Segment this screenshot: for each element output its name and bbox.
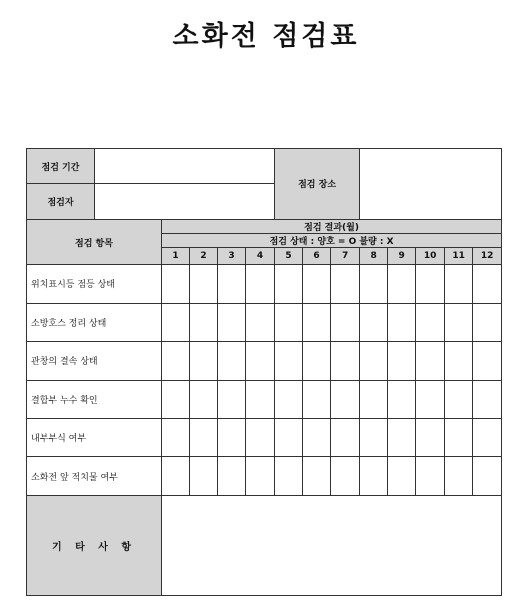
check-cell[interactable] [360, 457, 388, 495]
check-cell[interactable] [416, 342, 445, 380]
month-header: 3 [218, 248, 246, 265]
month-header: 2 [190, 248, 218, 265]
check-cell[interactable] [360, 265, 388, 303]
month-header: 9 [388, 248, 416, 265]
check-cell[interactable] [162, 457, 190, 495]
month-header: 7 [331, 248, 360, 265]
check-cell[interactable] [275, 418, 303, 456]
check-cell[interactable] [388, 265, 416, 303]
check-cell[interactable] [445, 303, 473, 341]
check-cell[interactable] [473, 265, 502, 303]
check-cell[interactable] [218, 265, 246, 303]
item-label: 관창의 결속 상태 [27, 342, 162, 380]
remarks-field[interactable] [162, 495, 502, 595]
check-cell[interactable] [360, 380, 388, 418]
table-row [27, 457, 502, 495]
inspector-label: 점검자 [27, 184, 95, 219]
check-cell[interactable] [190, 303, 218, 341]
check-cell[interactable] [416, 418, 445, 456]
status-legend: 점검 상태 : 양호 = O 불량 : X [162, 233, 502, 247]
month-header: 5 [275, 248, 303, 265]
check-cell[interactable] [331, 380, 360, 418]
check-cell[interactable] [218, 380, 246, 418]
check-cell[interactable] [331, 418, 360, 456]
check-cell[interactable] [331, 457, 360, 495]
check-cell[interactable] [331, 342, 360, 380]
place-field[interactable] [360, 149, 502, 220]
place-label: 점검 장소 [275, 149, 360, 220]
check-cell[interactable] [246, 265, 275, 303]
check-cell[interactable] [190, 265, 218, 303]
check-cell[interactable] [190, 418, 218, 456]
table-row [27, 342, 502, 380]
check-cell[interactable] [388, 303, 416, 341]
result-header: 점검 결과(월) [162, 219, 502, 233]
check-cell[interactable] [331, 265, 360, 303]
month-header: 10 [416, 248, 445, 265]
check-cell[interactable] [445, 342, 473, 380]
month-header: 4 [246, 248, 275, 265]
check-cell[interactable] [162, 380, 190, 418]
month-header: 8 [360, 248, 388, 265]
check-cell[interactable] [416, 380, 445, 418]
items-header: 점검 항목 [27, 219, 162, 265]
inspector-field[interactable] [95, 184, 275, 219]
check-cell[interactable] [162, 342, 190, 380]
item-label: 결합부 누수 확인 [27, 380, 162, 418]
check-cell[interactable] [218, 342, 246, 380]
check-cell[interactable] [360, 418, 388, 456]
table-row [27, 418, 502, 456]
check-cell[interactable] [303, 265, 331, 303]
check-cell[interactable] [416, 457, 445, 495]
check-cell[interactable] [190, 342, 218, 380]
check-cell[interactable] [218, 457, 246, 495]
check-cell[interactable] [303, 380, 331, 418]
check-cell[interactable] [275, 265, 303, 303]
document-title: 소화전 점검표 [172, 21, 360, 52]
check-cell[interactable] [445, 457, 473, 495]
check-cell[interactable] [303, 457, 331, 495]
check-cell[interactable] [303, 418, 331, 456]
check-cell[interactable] [445, 265, 473, 303]
check-cell[interactable] [388, 342, 416, 380]
check-cell[interactable] [218, 303, 246, 341]
check-cell[interactable] [388, 380, 416, 418]
check-cell[interactable] [473, 342, 502, 380]
check-cell[interactable] [473, 303, 502, 341]
inspection-table [26, 148, 502, 596]
check-cell[interactable] [162, 265, 190, 303]
table-row [27, 380, 502, 418]
period-field[interactable] [95, 149, 275, 184]
item-label: 내부부식 여부 [27, 418, 162, 456]
check-cell[interactable] [445, 418, 473, 456]
check-cell[interactable] [416, 265, 445, 303]
check-cell[interactable] [388, 457, 416, 495]
check-cell[interactable] [246, 380, 275, 418]
check-cell[interactable] [246, 457, 275, 495]
check-cell[interactable] [190, 380, 218, 418]
item-label: 소방호스 정리 상태 [27, 303, 162, 341]
check-cell[interactable] [303, 303, 331, 341]
check-cell[interactable] [473, 418, 502, 456]
check-cell[interactable] [190, 457, 218, 495]
check-cell[interactable] [162, 303, 190, 341]
check-cell[interactable] [360, 342, 388, 380]
check-cell[interactable] [275, 457, 303, 495]
check-cell[interactable] [246, 342, 275, 380]
table-row [27, 265, 502, 303]
remarks-label: 기 타 사 항 [27, 495, 162, 595]
item-label: 위치표시등 점등 상태 [27, 265, 162, 303]
item-label: 소화전 앞 적치물 여부 [27, 457, 162, 495]
check-cell[interactable] [416, 303, 445, 341]
check-cell[interactable] [388, 418, 416, 456]
check-cell[interactable] [218, 418, 246, 456]
check-cell[interactable] [246, 418, 275, 456]
check-cell[interactable] [473, 380, 502, 418]
check-cell[interactable] [360, 303, 388, 341]
check-cell[interactable] [275, 342, 303, 380]
check-cell[interactable] [445, 380, 473, 418]
check-cell[interactable] [331, 303, 360, 341]
month-header: 11 [445, 248, 473, 265]
check-cell[interactable] [162, 418, 190, 456]
check-cell[interactable] [275, 380, 303, 418]
check-cell[interactable] [473, 457, 502, 495]
table-row [27, 303, 502, 341]
period-label: 점검 기간 [27, 149, 95, 184]
check-cell[interactable] [275, 303, 303, 341]
check-cell[interactable] [246, 303, 275, 341]
month-header: 1 [162, 248, 190, 265]
month-header: 6 [303, 248, 331, 265]
month-header: 12 [473, 248, 502, 265]
check-cell[interactable] [303, 342, 331, 380]
